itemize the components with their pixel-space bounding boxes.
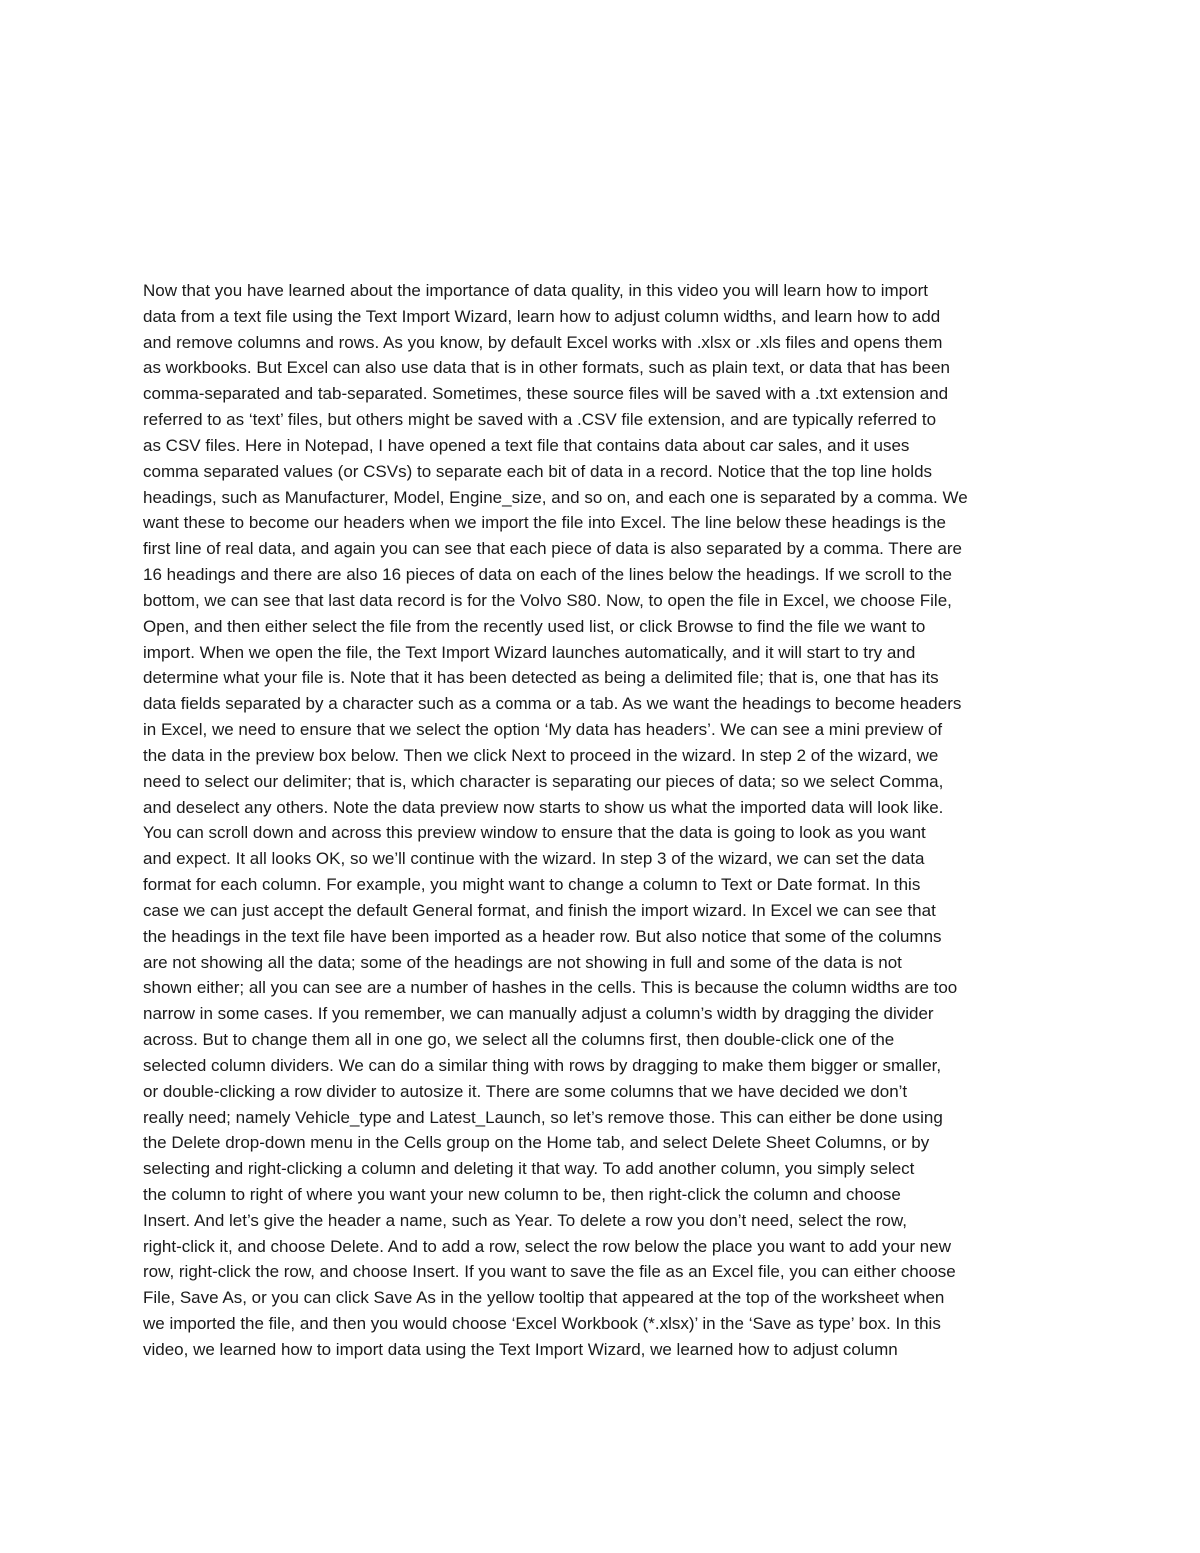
- transcript-line: shown either; all you can see are a number of hashes in the cells. This is because the column widths are too: [143, 978, 958, 998]
- transcript-line: as workbooks. But Excel can also use data that is in other formats, such as plain text, or data that has been: [143, 358, 951, 378]
- transcript-line: the data in the preview box below. Then we click Next to proceed in the wizard. In step 2 of the wizard, we: [143, 745, 939, 765]
- transcript-line: row, right-click the row, and choose Insert. If you want to save the file as an Excel file, you can either choose: [143, 1262, 956, 1282]
- transcript-line: headings, such as Manufacturer, Model, Engine_size, and so on, and each one is separated by a comma. We: [143, 487, 968, 507]
- transcript-line: File, Save As, or you can click Save As in the yellow tooltip that appeared at the top of the worksheet when: [143, 1288, 945, 1308]
- transcript-line: want these to become our headers when we import the file into Excel. The line below these headings is the: [143, 513, 946, 533]
- transcript-line: we imported the file, and then you would choose ‘Excel Workbook (*.xlsx)’ in the ‘Save as type’ box. In this: [143, 1314, 941, 1334]
- transcript-line: referred to as ‘text’ files, but others might be saved with a .CSV file extension, and are typically referred to: [143, 410, 937, 430]
- transcript-line: and deselect any others. Note the data preview now starts to show us what the imported data will look like.: [143, 797, 944, 817]
- transcript-line: import. When we open the file, the Text Import Wizard launches automatically, and it will start to try and: [143, 642, 916, 662]
- transcript-line: 16 headings and there are also 16 pieces of data on each of the lines below the headings. If we scroll to the: [143, 565, 952, 585]
- transcript-line: comma-separated and tab-separated. Sometimes, these source files will be saved with a .txt extension and: [143, 384, 949, 404]
- transcript-line: comma separated values (or CSVs) to separate each bit of data in a record. Notice that the top line holds: [143, 461, 933, 481]
- transcript-line: Now that you have learned about the importance of data quality, in this video you will learn how to import: [143, 281, 928, 300]
- transcript-line: really need; namely Vehicle_type and Latest_Launch, so let’s remove those. This can either be done using: [143, 1107, 943, 1127]
- transcript-line: selected column dividers. We can do a similar thing with rows by dragging to make them bigger or smaller,: [143, 1055, 942, 1075]
- transcript-line: selecting and right-clicking a column and deleting it that way. To add another column, you simply select: [143, 1159, 915, 1179]
- transcript-line: Insert. And let’s give the header a name, such as Year. To delete a row you don’t need, select the row,: [143, 1210, 907, 1230]
- transcript-line: case we can just accept the default General format, and finish the import wizard. In Excel we can see that: [143, 900, 936, 920]
- transcript-text: [143, 278, 1063, 1363]
- transcript-line: the column to right of where you want your new column to be, then right-click the column and choose: [143, 1184, 901, 1204]
- transcript-line: right-click it, and choose Delete. And to add a row, select the row below the place you want to add your new: [143, 1236, 951, 1256]
- transcript-line: You can scroll down and across this preview window to ensure that the data is going to look as you want: [143, 823, 926, 843]
- transcript-line: the headings in the text file have been imported as a header row. But also notice that some of the columns: [143, 926, 942, 946]
- transcript-line: format for each column. For example, you might want to change a column to Text or Date format. In this: [143, 875, 921, 895]
- transcript-line: data from a text file using the Text Import Wizard, learn how to adjust column widths, and learn how to add: [143, 306, 941, 326]
- transcript-line: the Delete drop-down menu in the Cells group on the Home tab, and select Delete Sheet Columns, or by: [143, 1133, 930, 1153]
- transcript-line: need to select our delimiter; that is, which character is separating our pieces of data; so we select Comma,: [143, 771, 944, 791]
- transcript-line: determine what your file is. Note that it has been detected as being a delimited file; that is, one that has its: [143, 668, 939, 688]
- transcript-line: Open, and then either select the file from the recently used list, or click Browse to find the file we want to: [143, 616, 926, 636]
- transcript-line: as CSV files. Here in Notepad, I have opened a text file that contains data about car sales, and it uses: [143, 435, 910, 455]
- transcript-line: video, we learned how to import data using the Text Import Wizard, we learned how to adjust column: [143, 1339, 898, 1359]
- transcript-line: narrow in some cases. If you remember, we can manually adjust a column’s width by dragging the divider: [143, 1004, 934, 1024]
- transcript-line: in Excel, we need to ensure that we select the option ‘My data has headers’. We can see a mini preview of: [143, 720, 943, 740]
- transcript-line: and expect. It all looks OK, so we’ll continue with the wizard. In step 3 of the wizard, we can set the data: [143, 849, 925, 869]
- transcript-line: bottom, we can see that last data record is for the Volvo S80. Now, to open the file in Excel, we choose File,: [143, 590, 952, 610]
- transcript-line: first line of real data, and again you can see that each piece of data is also separated by a comma. There are: [143, 539, 963, 559]
- transcript-line: or double-clicking a row divider to autosize it. There are some columns that we have decided we don’t: [143, 1081, 908, 1101]
- transcript-line: are not showing all the data; some of the headings are not showing in full and some of the data is not: [143, 952, 902, 972]
- transcript-line: across. But to change them all in one go, we select all the columns first, then double-click one of the: [143, 1030, 895, 1050]
- transcript-line: data fields separated by a character such as a comma or a tab. As we want the headings to become headers: [143, 694, 962, 714]
- transcript-line: and remove columns and rows. As you know, by default Excel works with .xlsx or .xls files and opens them: [143, 332, 943, 352]
